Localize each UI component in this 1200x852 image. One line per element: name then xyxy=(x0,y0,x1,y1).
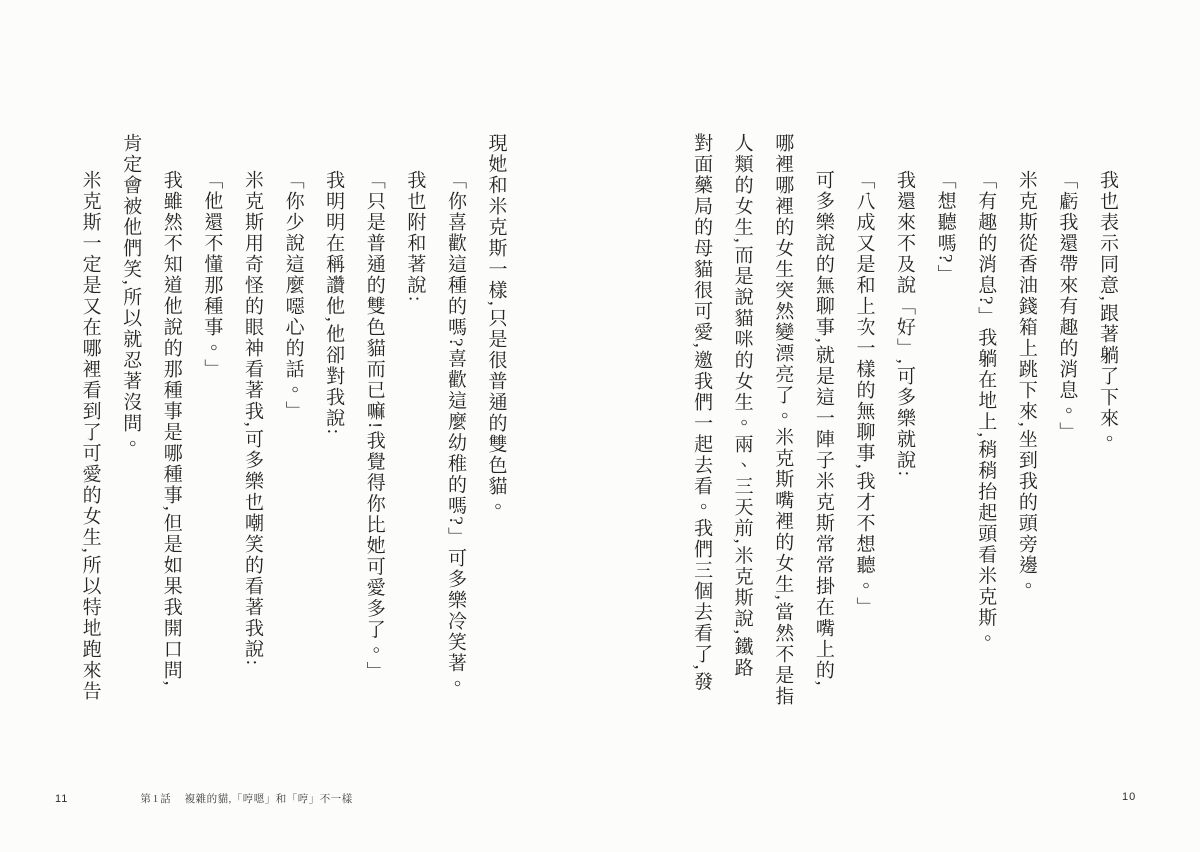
text-column: 現她和米克斯一樣,只是很普通的雙色貓。 xyxy=(485,133,507,518)
text-column: 我明明在稱讚他,他卻對我說: xyxy=(323,170,345,437)
text-column: 我也附和著說: xyxy=(404,170,426,304)
page-number-right: 10 xyxy=(1122,791,1137,803)
text-column: 「有趣的消息?」我躺在地上,稍稍抬起頭看米克斯。 xyxy=(975,170,997,650)
text-column: 米克斯一定是又在哪裡看到了可愛的女生,所以特地跑來告 xyxy=(79,170,101,702)
text-column: 「你喜歡這種的嗎?喜歡這麼幼稚的嗎?」可多樂冷笑著。 xyxy=(444,170,466,695)
text-column: 「虧我還帶來有趣的消息。」 xyxy=(1056,170,1078,443)
text-column: 我也表示同意,跟著躺了下來。 xyxy=(1097,170,1118,450)
text-column: 「只是普通的雙色貓而已嘛!我覺得你比她可愛多了。」 xyxy=(363,170,385,683)
text-column: 「他還不懂那種事。」 xyxy=(201,170,223,380)
left-page-footer xyxy=(55,791,353,806)
text-column: 「想聽嗎?」 xyxy=(934,170,956,286)
right-page-text xyxy=(680,133,1127,758)
text-column: 人類的女生,而是說貓咪的女生。兩、三天前,米克斯說,鐵路 xyxy=(731,133,753,679)
text-column: 哪裡哪裡的女生突然變漂亮了。米克斯嘴裡的女生,當然不是指 xyxy=(772,133,794,707)
chapter-label: 第1話 xyxy=(140,794,173,805)
text-column: 可多樂說的無聊事,就是這一陣子米克斯常常掛在嘴上的, xyxy=(812,170,834,688)
left-page-text xyxy=(69,133,516,758)
text-column: 肯定會被他們笑,所以就忍著沒問。 xyxy=(120,133,142,455)
text-column: 我還來不及說「好」,可多樂就說: xyxy=(894,170,916,479)
text-column: 米克斯用奇怪的眼神看著我,可多樂也嘲笑的看著我說: xyxy=(241,170,263,668)
text-column: 「八成又是和上次一樣的無聊事,我才不想聽。」 xyxy=(853,170,875,618)
text-column: 對面藥局的母貓很可愛,邀我們一起去看。我們三個去看了,發 xyxy=(691,133,713,693)
text-column: 「你少說這麼噁心的話。」 xyxy=(282,170,304,422)
page-number-left: 11 xyxy=(55,793,69,805)
footer-chapter-title: 複雜的貓,「哼嗯」和「哼」不一樣 xyxy=(184,794,353,805)
text-column: 我雖然不知道他說的那種事是哪種事,但是如果我開口問, xyxy=(160,170,182,688)
text-column: 米克斯從香油錢箱上跳下來,坐到我的頭旁邊。 xyxy=(1015,170,1037,597)
